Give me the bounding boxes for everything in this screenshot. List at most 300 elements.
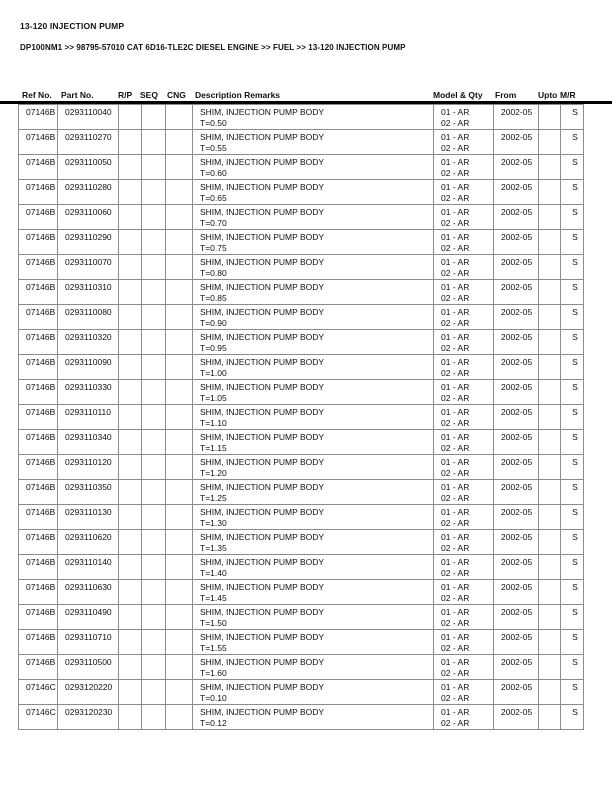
model-qty-line-2: 02 - AR	[441, 542, 470, 553]
seq-cell	[142, 405, 166, 430]
remark-line: T=1.55	[200, 642, 227, 653]
cng-cell	[166, 405, 193, 430]
table-row	[19, 230, 584, 255]
table-row	[19, 680, 584, 705]
ref-no-cell: 07146B	[19, 630, 58, 655]
model-qty-line-2: 02 - AR	[441, 692, 470, 703]
description-line: SHIM, INJECTION PUMP BODY	[200, 682, 325, 692]
description-line: SHIM, INJECTION PUMP BODY	[200, 407, 325, 417]
description-line: SHIM, INJECTION PUMP BODY	[200, 607, 325, 617]
mr-cell: S	[561, 605, 584, 630]
model-qty-cell	[434, 630, 494, 655]
part-no-cell: 0293110710	[58, 630, 119, 655]
rp-cell	[119, 405, 142, 430]
ref-no-cell: 07146B	[19, 605, 58, 630]
mr-cell: S	[561, 405, 584, 430]
model-qty-cell	[434, 130, 494, 155]
model-qty-line-2: 02 - AR	[441, 217, 470, 228]
remark-line: T=1.25	[200, 492, 227, 503]
breadcrumb: DP100NM1 >> 98795-57010 CAT 6D16-TLE2C DIESEL ENGINE >> FUEL >> 13-120 INJECTION PUMP	[20, 43, 406, 52]
model-qty-line-1: 01 - AR	[441, 407, 470, 417]
ref-no-cell: 07146B	[19, 105, 58, 130]
upto-cell	[539, 205, 561, 230]
ref-no-cell: 07146B	[19, 355, 58, 380]
model-qty-line-1: 01 - AR	[441, 457, 470, 467]
model-qty-line-2: 02 - AR	[441, 442, 470, 453]
seq-cell	[142, 480, 166, 505]
rp-cell	[119, 680, 142, 705]
description-line: SHIM, INJECTION PUMP BODY	[200, 307, 325, 317]
from-cell: 2002-05	[494, 505, 539, 530]
upto-cell	[539, 280, 561, 305]
ref-no-cell: 07146B	[19, 230, 58, 255]
description-cell	[193, 455, 434, 480]
column-header-upto: Upto	[538, 90, 558, 100]
part-no-cell: 0293110620	[58, 530, 119, 555]
part-no-cell: 0293110070	[58, 255, 119, 280]
model-qty-line-1: 01 - AR	[441, 157, 470, 167]
upto-cell	[539, 655, 561, 680]
model-qty-cell	[434, 505, 494, 530]
upto-cell	[539, 480, 561, 505]
part-no-cell: 0293110340	[58, 430, 119, 455]
table-row	[19, 630, 584, 655]
upto-cell	[539, 630, 561, 655]
rp-cell	[119, 455, 142, 480]
model-qty-line-1: 01 - AR	[441, 132, 470, 142]
model-qty-line-1: 01 - AR	[441, 632, 470, 642]
table-row	[19, 305, 584, 330]
seq-cell	[142, 705, 166, 730]
rp-cell	[119, 230, 142, 255]
mr-cell: S	[561, 630, 584, 655]
mr-cell: S	[561, 680, 584, 705]
upto-cell	[539, 330, 561, 355]
model-qty-cell	[434, 455, 494, 480]
column-header-mr: M/R	[560, 90, 576, 100]
table-row	[19, 430, 584, 455]
description-cell	[193, 430, 434, 455]
remark-line: T=1.45	[200, 592, 227, 603]
description-line: SHIM, INJECTION PUMP BODY	[200, 532, 325, 542]
column-header-seq: SEQ	[140, 90, 158, 100]
model-qty-line-1: 01 - AR	[441, 382, 470, 392]
column-header-ref-no: Ref No.	[22, 90, 52, 100]
seq-cell	[142, 355, 166, 380]
description-line: SHIM, INJECTION PUMP BODY	[200, 432, 325, 442]
ref-no-cell: 07146B	[19, 580, 58, 605]
ref-no-cell: 07146C	[19, 680, 58, 705]
rp-cell	[119, 180, 142, 205]
from-cell: 2002-05	[494, 180, 539, 205]
ref-no-cell: 07146B	[19, 130, 58, 155]
remark-line: T=0.55	[200, 142, 227, 153]
part-no-cell: 0293110270	[58, 130, 119, 155]
description-cell	[193, 705, 434, 730]
description-cell	[193, 380, 434, 405]
cng-cell	[166, 605, 193, 630]
cng-cell	[166, 430, 193, 455]
part-no-cell: 0293110140	[58, 555, 119, 580]
model-qty-line-1: 01 - AR	[441, 182, 470, 192]
table-row	[19, 280, 584, 305]
model-qty-cell	[434, 580, 494, 605]
table-row	[19, 130, 584, 155]
model-qty-line-2: 02 - AR	[441, 242, 470, 253]
description-line: SHIM, INJECTION PUMP BODY	[200, 582, 325, 592]
upto-cell	[539, 580, 561, 605]
remark-line: T=0.60	[200, 167, 227, 178]
description-cell	[193, 305, 434, 330]
rp-cell	[119, 605, 142, 630]
remark-line: T=1.35	[200, 542, 227, 553]
model-qty-line-2: 02 - AR	[441, 642, 470, 653]
description-cell	[193, 105, 434, 130]
mr-cell: S	[561, 230, 584, 255]
mr-cell: S	[561, 705, 584, 730]
part-no-cell: 0293110050	[58, 155, 119, 180]
mr-cell: S	[561, 105, 584, 130]
table-row	[19, 655, 584, 680]
table-row	[19, 580, 584, 605]
rp-cell	[119, 130, 142, 155]
description-line: SHIM, INJECTION PUMP BODY	[200, 232, 325, 242]
model-qty-line-2: 02 - AR	[441, 567, 470, 578]
ref-no-cell: 07146B	[19, 380, 58, 405]
column-header-from: From	[495, 90, 517, 100]
table-row	[19, 105, 584, 130]
from-cell: 2002-05	[494, 230, 539, 255]
model-qty-cell	[434, 330, 494, 355]
seq-cell	[142, 130, 166, 155]
model-qty-line-1: 01 - AR	[441, 582, 470, 592]
remark-line: T=1.20	[200, 467, 227, 478]
part-no-cell: 0293120230	[58, 705, 119, 730]
ref-no-cell: 07146B	[19, 505, 58, 530]
column-header-description: Description Remarks	[195, 90, 281, 100]
description-line: SHIM, INJECTION PUMP BODY	[200, 357, 325, 367]
upto-cell	[539, 380, 561, 405]
description-line: SHIM, INJECTION PUMP BODY	[200, 182, 325, 192]
model-qty-line-2: 02 - AR	[441, 417, 470, 428]
ref-no-cell: 07146B	[19, 530, 58, 555]
rp-cell	[119, 505, 142, 530]
ref-no-cell: 07146B	[19, 455, 58, 480]
from-cell: 2002-05	[494, 680, 539, 705]
description-line: SHIM, INJECTION PUMP BODY	[200, 557, 325, 567]
table-row	[19, 155, 584, 180]
mr-cell: S	[561, 580, 584, 605]
model-qty-line-2: 02 - AR	[441, 167, 470, 178]
cng-cell	[166, 355, 193, 380]
rp-cell	[119, 355, 142, 380]
part-no-cell: 0293110500	[58, 655, 119, 680]
column-header-rp: R/P	[118, 90, 133, 100]
model-qty-line-2: 02 - AR	[441, 392, 470, 403]
model-qty-line-1: 01 - AR	[441, 432, 470, 442]
mr-cell: S	[561, 355, 584, 380]
cng-cell	[166, 630, 193, 655]
model-qty-cell	[434, 430, 494, 455]
ref-no-cell: 07146B	[19, 205, 58, 230]
ref-no-cell: 07146B	[19, 405, 58, 430]
from-cell: 2002-05	[494, 530, 539, 555]
remark-line: T=1.10	[200, 417, 227, 428]
description-cell	[193, 330, 434, 355]
seq-cell	[142, 305, 166, 330]
cng-cell	[166, 480, 193, 505]
model-qty-cell	[434, 380, 494, 405]
model-qty-cell	[434, 180, 494, 205]
seq-cell	[142, 155, 166, 180]
part-no-cell: 0293110630	[58, 580, 119, 605]
model-qty-line-2: 02 - AR	[441, 342, 470, 353]
rp-cell	[119, 430, 142, 455]
description-line: SHIM, INJECTION PUMP BODY	[200, 332, 325, 342]
description-line: SHIM, INJECTION PUMP BODY	[200, 632, 325, 642]
ref-no-cell: 07146B	[19, 555, 58, 580]
ref-no-cell: 07146B	[19, 330, 58, 355]
upto-cell	[539, 705, 561, 730]
from-cell: 2002-05	[494, 405, 539, 430]
seq-cell	[142, 505, 166, 530]
model-qty-line-1: 01 - AR	[441, 507, 470, 517]
parts-table	[18, 104, 584, 730]
from-cell: 2002-05	[494, 655, 539, 680]
cng-cell	[166, 530, 193, 555]
mr-cell: S	[561, 305, 584, 330]
remark-line: T=1.50	[200, 617, 227, 628]
model-qty-line-1: 01 - AR	[441, 357, 470, 367]
upto-cell	[539, 305, 561, 330]
from-cell: 2002-05	[494, 480, 539, 505]
model-qty-line-2: 02 - AR	[441, 142, 470, 153]
mr-cell: S	[561, 530, 584, 555]
seq-cell	[142, 230, 166, 255]
remark-line: T=1.40	[200, 567, 227, 578]
cng-cell	[166, 280, 193, 305]
from-cell: 2002-05	[494, 430, 539, 455]
upto-cell	[539, 505, 561, 530]
seq-cell	[142, 255, 166, 280]
description-line: SHIM, INJECTION PUMP BODY	[200, 207, 325, 217]
from-cell: 2002-05	[494, 630, 539, 655]
from-cell: 2002-05	[494, 555, 539, 580]
model-qty-cell	[434, 655, 494, 680]
model-qty-line-1: 01 - AR	[441, 607, 470, 617]
model-qty-line-2: 02 - AR	[441, 492, 470, 503]
part-no-cell: 0293110290	[58, 230, 119, 255]
upto-cell	[539, 180, 561, 205]
cng-cell	[166, 580, 193, 605]
model-qty-cell	[434, 305, 494, 330]
upto-cell	[539, 130, 561, 155]
ref-no-cell: 07146B	[19, 280, 58, 305]
model-qty-cell	[434, 280, 494, 305]
seq-cell	[142, 655, 166, 680]
table-row	[19, 505, 584, 530]
remark-line: T=1.15	[200, 442, 227, 453]
cng-cell	[166, 155, 193, 180]
description-cell	[193, 480, 434, 505]
part-no-cell: 0293110040	[58, 105, 119, 130]
remark-line: T=0.85	[200, 292, 227, 303]
model-qty-line-2: 02 - AR	[441, 367, 470, 378]
seq-cell	[142, 105, 166, 130]
model-qty-line-1: 01 - AR	[441, 657, 470, 667]
part-no-cell: 0293110330	[58, 380, 119, 405]
model-qty-line-1: 01 - AR	[441, 232, 470, 242]
model-qty-cell	[434, 480, 494, 505]
upto-cell	[539, 405, 561, 430]
ref-no-cell: 07146B	[19, 480, 58, 505]
model-qty-cell	[434, 255, 494, 280]
from-cell: 2002-05	[494, 105, 539, 130]
description-cell	[193, 680, 434, 705]
description-cell	[193, 580, 434, 605]
cng-cell	[166, 505, 193, 530]
description-line: SHIM, INJECTION PUMP BODY	[200, 107, 325, 117]
description-line: SHIM, INJECTION PUMP BODY	[200, 382, 325, 392]
seq-cell	[142, 205, 166, 230]
table-row	[19, 455, 584, 480]
column-header-model-qty: Model & Qty	[433, 90, 483, 100]
upto-cell	[539, 680, 561, 705]
seq-cell	[142, 280, 166, 305]
description-cell	[193, 205, 434, 230]
description-cell	[193, 530, 434, 555]
model-qty-line-2: 02 - AR	[441, 717, 470, 728]
upto-cell	[539, 455, 561, 480]
model-qty-line-1: 01 - AR	[441, 557, 470, 567]
remark-line: T=1.30	[200, 517, 227, 528]
remark-line: T=0.75	[200, 242, 227, 253]
rp-cell	[119, 280, 142, 305]
part-no-cell: 0293110090	[58, 355, 119, 380]
seq-cell	[142, 455, 166, 480]
ref-no-cell: 07146B	[19, 305, 58, 330]
remark-line: T=0.70	[200, 217, 227, 228]
table-row	[19, 355, 584, 380]
table-row	[19, 330, 584, 355]
from-cell: 2002-05	[494, 155, 539, 180]
part-no-cell: 0293110490	[58, 605, 119, 630]
mr-cell: S	[561, 255, 584, 280]
seq-cell	[142, 605, 166, 630]
model-qty-cell	[434, 355, 494, 380]
cng-cell	[166, 680, 193, 705]
model-qty-cell	[434, 105, 494, 130]
description-cell	[193, 630, 434, 655]
remark-line: T=0.65	[200, 192, 227, 203]
rp-cell	[119, 580, 142, 605]
description-line: SHIM, INJECTION PUMP BODY	[200, 657, 325, 667]
description-cell	[193, 555, 434, 580]
part-no-cell: 0293110060	[58, 205, 119, 230]
seq-cell	[142, 630, 166, 655]
remark-line: T=0.12	[200, 717, 227, 728]
cng-cell	[166, 255, 193, 280]
model-qty-line-1: 01 - AR	[441, 482, 470, 492]
upto-cell	[539, 605, 561, 630]
from-cell: 2002-05	[494, 205, 539, 230]
model-qty-line-2: 02 - AR	[441, 592, 470, 603]
cng-cell	[166, 705, 193, 730]
rp-cell	[119, 205, 142, 230]
mr-cell: S	[561, 555, 584, 580]
upto-cell	[539, 255, 561, 280]
cng-cell	[166, 305, 193, 330]
rp-cell	[119, 380, 142, 405]
model-qty-cell	[434, 155, 494, 180]
cng-cell	[166, 330, 193, 355]
mr-cell: S	[561, 205, 584, 230]
from-cell: 2002-05	[494, 455, 539, 480]
from-cell: 2002-05	[494, 355, 539, 380]
model-qty-line-1: 01 - AR	[441, 282, 470, 292]
from-cell: 2002-05	[494, 305, 539, 330]
remark-line: T=1.00	[200, 367, 227, 378]
rp-cell	[119, 655, 142, 680]
upto-cell	[539, 155, 561, 180]
description-line: SHIM, INJECTION PUMP BODY	[200, 157, 325, 167]
description-line: SHIM, INJECTION PUMP BODY	[200, 257, 325, 267]
rp-cell	[119, 105, 142, 130]
seq-cell	[142, 680, 166, 705]
mr-cell: S	[561, 505, 584, 530]
description-line: SHIM, INJECTION PUMP BODY	[200, 282, 325, 292]
remark-line: T=0.50	[200, 117, 227, 128]
remark-line: T=1.60	[200, 667, 227, 678]
from-cell: 2002-05	[494, 255, 539, 280]
part-no-cell: 0293110320	[58, 330, 119, 355]
rp-cell	[119, 480, 142, 505]
table-row	[19, 180, 584, 205]
description-line: SHIM, INJECTION PUMP BODY	[200, 507, 325, 517]
description-line: SHIM, INJECTION PUMP BODY	[200, 482, 325, 492]
cng-cell	[166, 655, 193, 680]
model-qty-line-1: 01 - AR	[441, 332, 470, 342]
from-cell: 2002-05	[494, 280, 539, 305]
description-cell	[193, 155, 434, 180]
rp-cell	[119, 630, 142, 655]
description-cell	[193, 355, 434, 380]
description-line: SHIM, INJECTION PUMP BODY	[200, 132, 325, 142]
ref-no-cell: 07146C	[19, 705, 58, 730]
part-no-cell: 0293110130	[58, 505, 119, 530]
rp-cell	[119, 705, 142, 730]
seq-cell	[142, 430, 166, 455]
mr-cell: S	[561, 380, 584, 405]
model-qty-cell	[434, 405, 494, 430]
seq-cell	[142, 555, 166, 580]
upto-cell	[539, 430, 561, 455]
page-title: 13-120 INJECTION PUMP	[20, 21, 125, 31]
model-qty-line-2: 02 - AR	[441, 317, 470, 328]
seq-cell	[142, 580, 166, 605]
ref-no-cell: 07146B	[19, 430, 58, 455]
ref-no-cell: 07146B	[19, 155, 58, 180]
model-qty-cell	[434, 555, 494, 580]
seq-cell	[142, 530, 166, 555]
mr-cell: S	[561, 180, 584, 205]
model-qty-cell	[434, 230, 494, 255]
ref-no-cell: 07146B	[19, 255, 58, 280]
cng-cell	[166, 180, 193, 205]
model-qty-cell	[434, 705, 494, 730]
seq-cell	[142, 380, 166, 405]
from-cell: 2002-05	[494, 705, 539, 730]
